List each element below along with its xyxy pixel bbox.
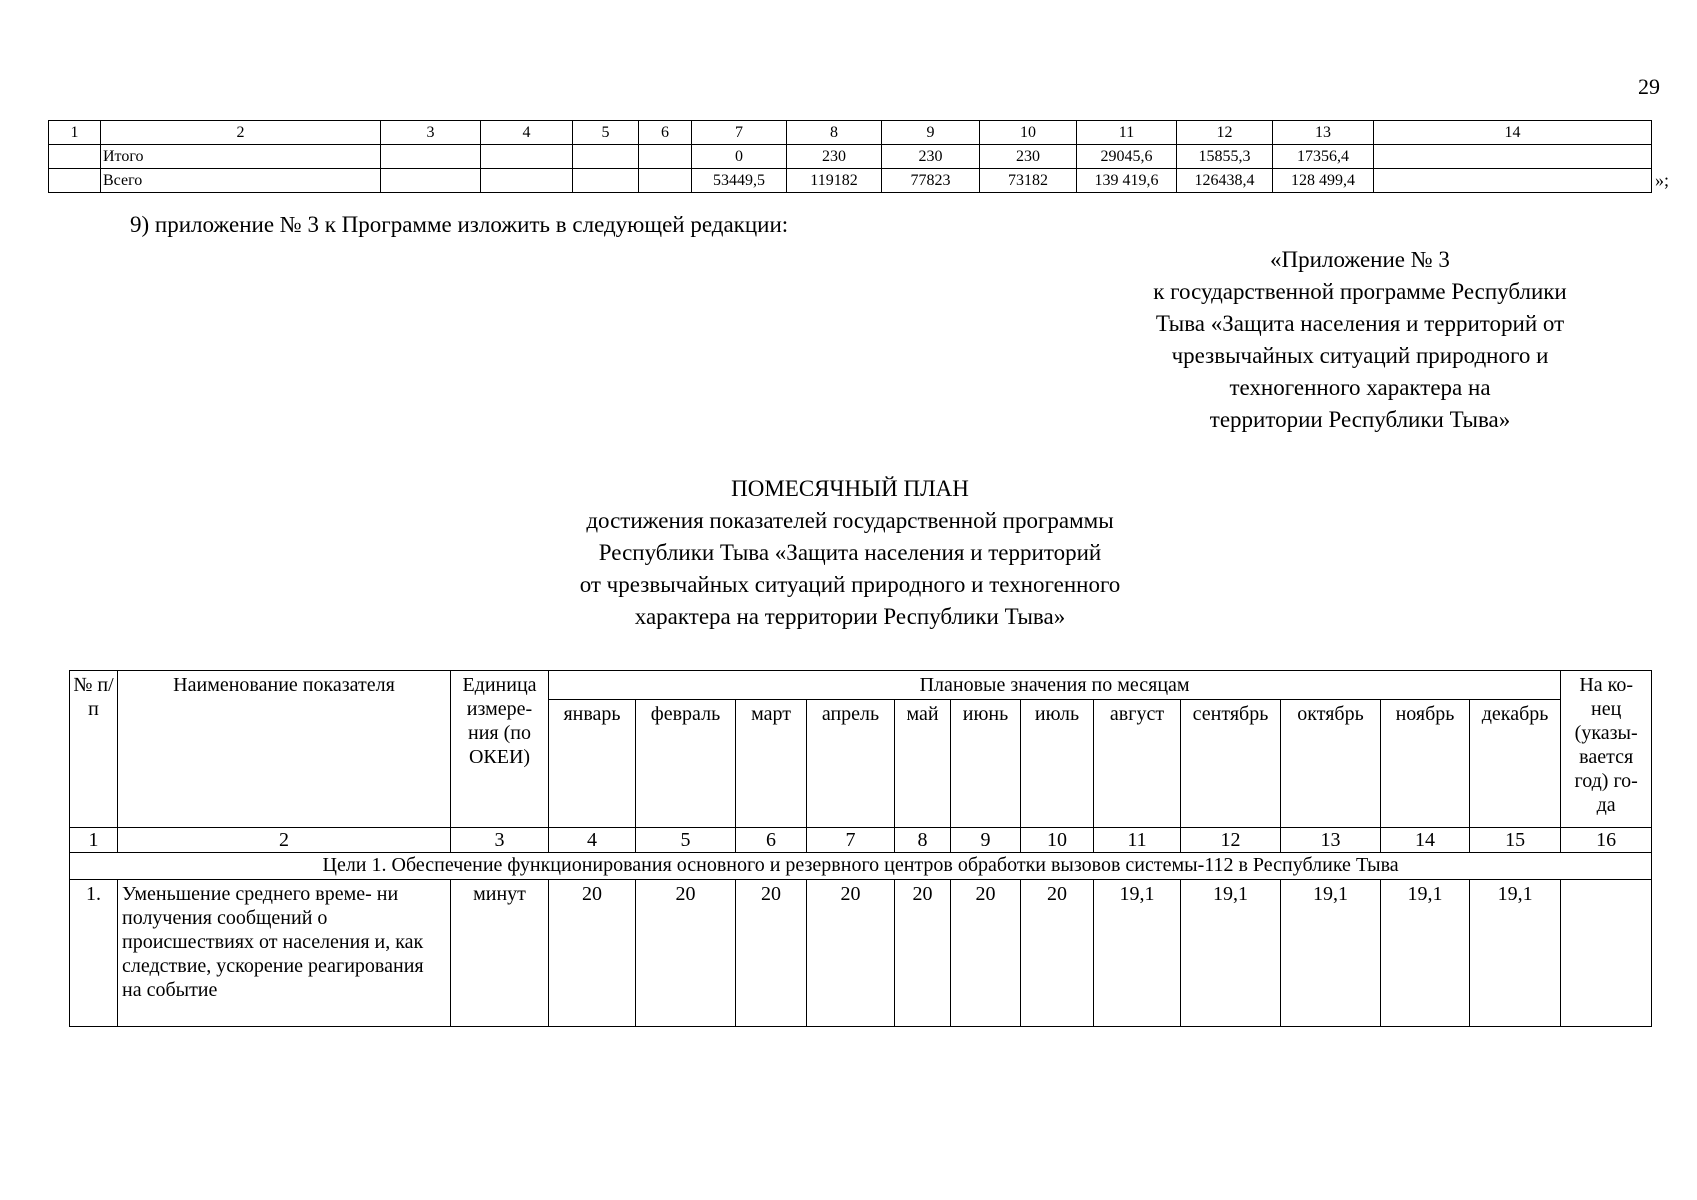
top-col-8: 8 <box>787 121 882 145</box>
table-cell <box>49 145 101 169</box>
closing-quote: »; <box>1655 170 1670 190</box>
table-cell: 128 499,4 <box>1273 169 1374 193</box>
appendix-line: территории Республики Тыва» <box>1209 407 1511 432</box>
plan-title <box>400 473 1300 633</box>
top-col-9: 9 <box>882 121 980 145</box>
column-number: 9 <box>951 828 1021 853</box>
top-col-11: 11 <box>1077 121 1177 145</box>
table-cell: 230 <box>882 145 980 169</box>
column-number: 10 <box>1021 828 1094 853</box>
table-cell <box>1374 145 1652 169</box>
row-label: Итого <box>101 145 381 169</box>
month-header: апрель <box>807 700 895 828</box>
month-value: 20 <box>895 880 951 1027</box>
top-col-6: 6 <box>639 121 692 145</box>
plan-title-line: характера на территории Республики Тыва» <box>634 604 1066 629</box>
month-value: 19,1 <box>1094 880 1181 1027</box>
top-col-1: 1 <box>49 121 101 145</box>
month-value: 20 <box>1021 880 1094 1027</box>
top-table-header-row <box>49 121 1652 145</box>
top-col-2: 2 <box>101 121 381 145</box>
month-header: ноябрь <box>1381 700 1470 828</box>
month-header: июнь <box>951 700 1021 828</box>
appendix-line: чрезвычайных ситуаций природного и <box>1171 343 1549 368</box>
column-number: 8 <box>895 828 951 853</box>
table-row <box>70 880 1652 1027</box>
header-row-1 <box>70 671 1652 700</box>
goal-row <box>70 853 1652 880</box>
row-number: 1. <box>70 880 118 1027</box>
plan-title-line: достижения показателей государственной программы <box>586 508 1114 533</box>
column-number: 3 <box>451 828 549 853</box>
plan-title-heading: ПОМЕСЯЧНЫЙ ПЛАН <box>731 476 969 501</box>
month-value: 19,1 <box>1381 880 1470 1027</box>
column-number: 15 <box>1470 828 1561 853</box>
month-value: 20 <box>736 880 807 1027</box>
top-col-10: 10 <box>980 121 1077 145</box>
table-cell: 0 <box>692 145 787 169</box>
table-cell <box>639 145 692 169</box>
table-cell <box>481 145 573 169</box>
column-number: 7 <box>807 828 895 853</box>
table-cell: 53449,5 <box>692 169 787 193</box>
plan-title-line: Республики Тыва «Защита населения и территорий <box>598 540 1102 565</box>
month-header: октябрь <box>1281 700 1381 828</box>
top-col-7: 7 <box>692 121 787 145</box>
table-cell: 119182 <box>787 169 882 193</box>
table-cell <box>481 169 573 193</box>
top-col-13: 13 <box>1273 121 1374 145</box>
table-cell: 15855,3 <box>1177 145 1273 169</box>
table-cell: 230 <box>787 145 882 169</box>
column-numbers-row <box>70 828 1652 853</box>
month-value: 20 <box>636 880 736 1027</box>
indicator-name: Уменьшение среднего време- ни получения сообщений о происшествиях от населения и, как следствие, ускорение реагирования на событие <box>118 880 451 1027</box>
month-header: сентябрь <box>1181 700 1281 828</box>
month-value: 19,1 <box>1281 880 1381 1027</box>
table-cell: 230 <box>980 145 1077 169</box>
goal-text: Цели 1. Обеспечение функционирования основного и резервного центров обработки вызовов системы-112 в Республике Тыва <box>70 853 1652 880</box>
column-number: 1 <box>70 828 118 853</box>
row-label: Всего <box>101 169 381 193</box>
top-table-row-itogo <box>49 145 1652 169</box>
table-cell: 77823 <box>882 169 980 193</box>
amendment-paragraph: 9) приложение № 3 к Программе изложить в следующей редакции: <box>130 212 789 237</box>
col-end-header: На ко- нец (указы- вается год) го- да <box>1561 671 1652 828</box>
column-number: 14 <box>1381 828 1470 853</box>
month-value: 19,1 <box>1470 880 1561 1027</box>
table-cell <box>381 169 481 193</box>
table-cell: 73182 <box>980 169 1077 193</box>
months-group-header: Плановые значения по месяцам <box>549 671 1561 700</box>
month-header: декабрь <box>1470 700 1561 828</box>
appendix-line: к государственной программе Республики <box>1153 279 1567 304</box>
table-cell <box>639 169 692 193</box>
top-table-row-vsego <box>49 169 1652 193</box>
column-number: 16 <box>1561 828 1652 853</box>
month-header: март <box>736 700 807 828</box>
page-number: 29 <box>1638 74 1660 99</box>
table-cell: 17356,4 <box>1273 145 1374 169</box>
column-number: 11 <box>1094 828 1181 853</box>
month-value: 19,1 <box>1181 880 1281 1027</box>
top-col-5: 5 <box>573 121 639 145</box>
column-number: 6 <box>736 828 807 853</box>
indicator-unit: минут <box>451 880 549 1027</box>
month-value: 20 <box>807 880 895 1027</box>
plan-title-line: от чрезвычайных ситуаций природного и техногенного <box>579 572 1121 597</box>
end-of-year-value <box>1561 880 1652 1027</box>
column-number: 5 <box>636 828 736 853</box>
top-col-4: 4 <box>481 121 573 145</box>
month-header: февраль <box>636 700 736 828</box>
month-value: 20 <box>549 880 636 1027</box>
column-number: 2 <box>118 828 451 853</box>
month-header: май <box>895 700 951 828</box>
month-header: август <box>1094 700 1181 828</box>
appendix-header <box>1080 244 1640 436</box>
table-cell: 126438,4 <box>1177 169 1273 193</box>
appendix-line: техногенного характера на <box>1229 375 1491 400</box>
table-cell <box>573 169 639 193</box>
top-col-12: 12 <box>1177 121 1273 145</box>
table-cell <box>49 169 101 193</box>
month-header: июль <box>1021 700 1094 828</box>
column-number: 12 <box>1181 828 1281 853</box>
month-header: январь <box>549 700 636 828</box>
column-number: 13 <box>1281 828 1381 853</box>
column-number: 4 <box>549 828 636 853</box>
table-cell: 29045,6 <box>1077 145 1177 169</box>
col-name-header: Наименование показателя <box>118 671 451 828</box>
monthly-plan-table <box>69 670 1652 1027</box>
appendix-line: Тыва «Защита населения и территорий от <box>1155 311 1565 336</box>
table-cell <box>381 145 481 169</box>
top-col-3: 3 <box>381 121 481 145</box>
table-cell <box>1374 169 1652 193</box>
col-num-header: № п/п <box>70 671 118 828</box>
top-col-14: 14 <box>1374 121 1652 145</box>
top-summary-table <box>48 120 1652 193</box>
table-cell: 139 419,6 <box>1077 169 1177 193</box>
appendix-line: «Приложение № 3 <box>1270 247 1450 272</box>
col-unit-header: Единица измере- ния (по ОКЕИ) <box>451 671 549 828</box>
month-value: 20 <box>951 880 1021 1027</box>
table-cell <box>573 145 639 169</box>
